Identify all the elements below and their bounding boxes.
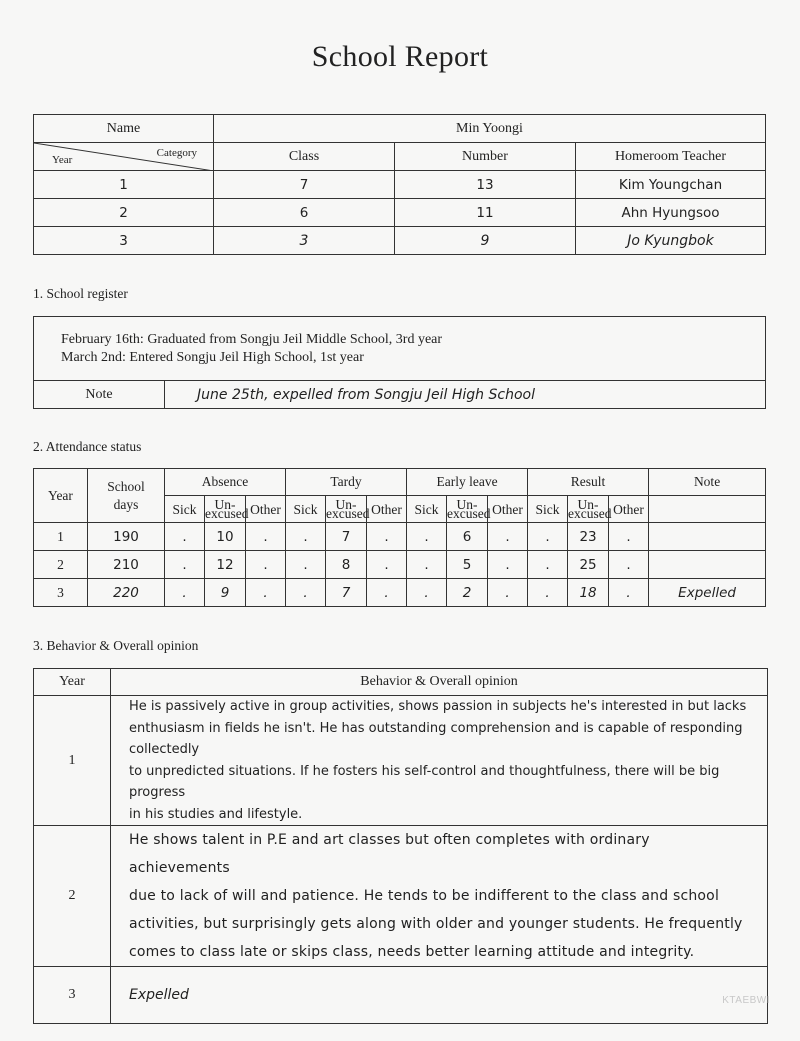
attendance-value-cell: . (165, 579, 205, 607)
opinion-cell: Expelled (111, 967, 768, 1024)
opinion-line: He shows talent in P.E and art classes but often completes with ordinary achievements (129, 832, 650, 876)
column-header: Homeroom Teacher (576, 143, 766, 171)
year-header: Year (34, 669, 111, 696)
name-label: Name (34, 115, 214, 143)
attendance-value-cell: 10 (205, 523, 246, 551)
school-days-cell: 210 (88, 551, 165, 579)
year-cell: 1 (34, 171, 214, 199)
absence-header: Absence (165, 469, 286, 496)
teacher-cell: Ahn Hyungsoo (576, 199, 766, 227)
table-row (34, 579, 766, 607)
attendance-value-cell: . (246, 523, 286, 551)
school-days-header: School days (88, 469, 165, 523)
number-cell: 13 (395, 171, 576, 199)
attendance-value-cell: 8 (326, 551, 367, 579)
register-entries (34, 317, 766, 381)
sub-header-empty (649, 496, 766, 523)
watermark: KTAEBWI (722, 995, 770, 1006)
attendance-value-cell: 9 (205, 579, 246, 607)
opinion-line: activities, but surprisingly gets along with older and younger students. He frequently (129, 916, 743, 932)
attendance-value-cell: . (165, 523, 205, 551)
year-label: Year (52, 154, 73, 166)
attendance-value-cell: . (609, 551, 649, 579)
school-days-cell: 190 (88, 523, 165, 551)
opinion-line: He is passively active in group activities, shows passion in subjects he's interested in but lacks (129, 699, 747, 714)
behavior-heading: 3. Behavior & Overall opinion (33, 638, 199, 653)
behavior-table (33, 668, 768, 1024)
opinion-line: to unpredicted situations. If he fosters his self-control and thoughtfulness, there will be big progress (129, 763, 720, 800)
number-cell: 11 (395, 199, 576, 227)
opinion-line: comes to class late or skips class, needs better learning attitude and integrity. (129, 944, 695, 960)
register-note: June 25th, expelled from Songju Jeil High School (165, 381, 766, 409)
note-cell: Expelled (649, 579, 766, 607)
year-cell: 3 (34, 967, 111, 1024)
school-days-cell: 220 (88, 579, 165, 607)
attendance-value-cell: . (286, 523, 326, 551)
note-header: Note (649, 469, 766, 496)
year-cell: 2 (34, 199, 214, 227)
opinion-header: Behavior & Overall opinion (111, 669, 768, 696)
note-cell (649, 523, 766, 551)
sub-header: Other (367, 496, 407, 523)
school-register-heading: 1. School register (33, 286, 128, 301)
note-label: Note (34, 381, 165, 409)
attendance-value-cell: 6 (447, 523, 488, 551)
page-title: School Report (311, 40, 489, 73)
register-line: March 2nd: Entered Songju Jeil High School, 1st year (61, 349, 364, 365)
sub-header: Un-excused (447, 497, 491, 521)
attendance-value-cell: . (609, 523, 649, 551)
category-label: Category (156, 147, 197, 159)
result-header: Result (528, 469, 649, 496)
attendance-value-cell: . (528, 551, 568, 579)
attendance-table (33, 468, 766, 607)
sub-header: Other (609, 496, 649, 523)
opinion-line: enthusiasm in fields he isn't. He has outstanding comprehension and is capable of responding collectedly (129, 720, 743, 757)
year-cell: 1 (34, 523, 88, 551)
sub-header: Sick (165, 496, 205, 523)
attendance-value-cell: . (488, 579, 528, 607)
sub-header: Other (488, 496, 528, 523)
attendance-value-cell: 18 (568, 579, 609, 607)
attendance-value-cell: 5 (447, 551, 488, 579)
attendance-value-cell: . (367, 551, 407, 579)
attendance-value-cell: . (407, 551, 447, 579)
school-register-table (33, 316, 766, 409)
attendance-value-cell: 12 (205, 551, 246, 579)
attendance-value-cell: 25 (568, 551, 609, 579)
column-header: Class (214, 143, 395, 171)
category-year-header (34, 143, 214, 171)
attendance-value-cell: 7 (326, 579, 367, 607)
early-leave-header: Early leave (407, 469, 528, 496)
class-cell: 6 (214, 199, 395, 227)
class-cell: 3 (214, 227, 395, 255)
table-row (34, 227, 766, 255)
sub-header: Other (246, 496, 286, 523)
year-cell: 1 (34, 696, 111, 826)
sub-header: Sick (528, 496, 568, 523)
teacher-cell: Jo Kyungbok (576, 227, 766, 255)
year-cell: 2 (34, 826, 111, 967)
tardy-header: Tardy (286, 469, 407, 496)
class-cell: 7 (214, 171, 395, 199)
attendance-value-cell: 7 (326, 523, 367, 551)
sub-header: Sick (407, 496, 447, 523)
year-cell: 3 (34, 579, 88, 607)
sub-header: Un-excused (205, 497, 249, 521)
table-row (34, 171, 766, 199)
number-cell: 9 (395, 227, 576, 255)
register-line: February 16th: Graduated from Songju Jeil Middle School, 3rd year (61, 331, 443, 347)
attendance-value-cell: . (488, 551, 528, 579)
table-row (34, 523, 766, 551)
student-name: Min Yoongi (214, 115, 766, 143)
attendance-value-cell: . (609, 579, 649, 607)
attendance-value-cell: . (488, 523, 528, 551)
attendance-value-cell: . (246, 579, 286, 607)
attendance-value-cell: 23 (568, 523, 609, 551)
sub-header: Un-excused (326, 497, 370, 521)
teacher-cell: Kim Youngchan (576, 171, 766, 199)
sub-header: Sick (286, 496, 326, 523)
sub-header: Un-excused (568, 497, 612, 521)
opinion-cell (111, 826, 768, 967)
opinion-cell (111, 696, 768, 826)
attendance-value-cell: . (286, 579, 326, 607)
column-header: Number (395, 143, 576, 171)
year-cell: 2 (34, 551, 88, 579)
opinion-line: due to lack of will and patience. He tends to be indifferent to the class and school (129, 888, 720, 904)
attendance-value-cell: . (407, 579, 447, 607)
note-cell (649, 551, 766, 579)
year-header: Year (34, 469, 88, 523)
attendance-value-cell: . (165, 551, 205, 579)
attendance-value-cell: . (528, 579, 568, 607)
attendance-value-cell: . (528, 523, 568, 551)
attendance-value-cell: 2 (447, 579, 488, 607)
table-row (34, 551, 766, 579)
table-row (34, 199, 766, 227)
year-cell: 3 (34, 227, 214, 255)
attendance-value-cell: . (367, 579, 407, 607)
opinion-line: in his studies and lifestyle. (129, 806, 303, 822)
attendance-heading: 2. Attendance status (33, 439, 142, 454)
attendance-value-cell: . (367, 523, 407, 551)
attendance-value-cell: . (407, 523, 447, 551)
attendance-value-cell: . (246, 551, 286, 579)
attendance-value-cell: . (286, 551, 326, 579)
student-info-table (33, 114, 766, 255)
